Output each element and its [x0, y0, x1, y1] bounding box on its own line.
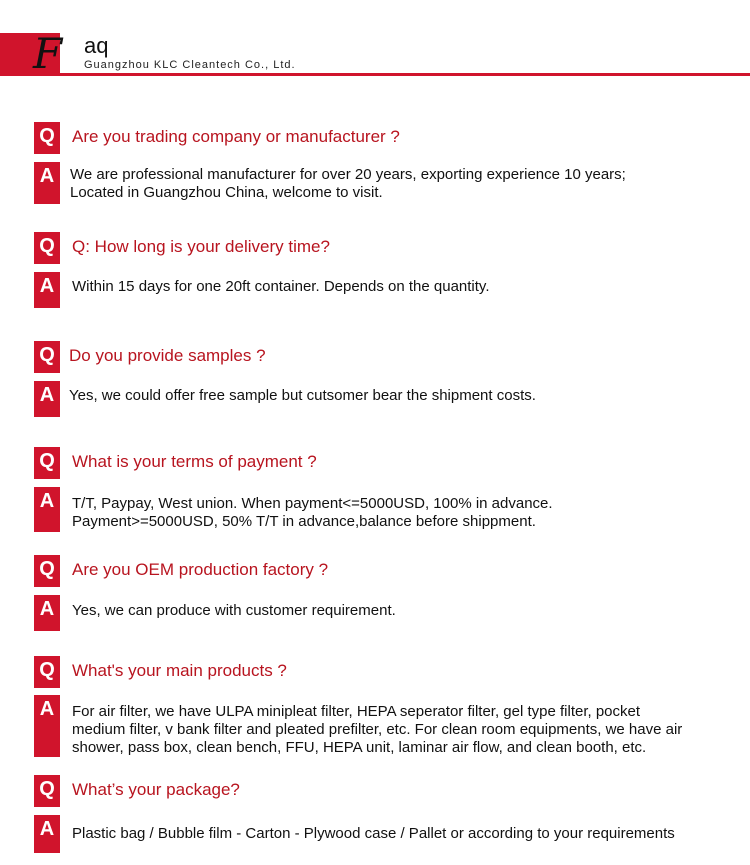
faq-answer-line: Within 15 days for one 20ft container. Depends on the quantity.: [72, 278, 490, 295]
company-name: Guangzhou KLC Cleantech Co., Ltd.: [84, 59, 296, 71]
q-badge: Q: [34, 656, 60, 688]
faq-question: Do you provide samples ?: [69, 346, 266, 365]
faq-answer-line: Located in Guangzhou China, welcome to visit.: [70, 184, 383, 201]
faq-question: What’s your package?: [72, 780, 240, 799]
a-badge: A: [34, 595, 60, 631]
a-badge: A: [34, 162, 60, 204]
faq-question: Are you trading company or manufacturer ?: [72, 127, 400, 146]
a-badge: A: [34, 487, 60, 532]
faq-question: What is your terms of payment ?: [72, 452, 317, 471]
q-badge: Q: [34, 341, 60, 373]
q-badge: Q: [34, 555, 60, 587]
a-badge: A: [34, 815, 60, 853]
faq-question: Are you OEM production factory ?: [72, 560, 329, 579]
faq-answer-line: medium filter, v bank filter and pleated prefilter, etc. For clean room equipments, we have air: [72, 721, 683, 738]
logo-letter: F: [33, 29, 63, 78]
faq-answer-line: T/T, Paypay, West union. When payment<=5000USD, 100% in advance.: [72, 495, 553, 512]
q-badge: Q: [34, 775, 60, 807]
faq-answer-line: For air filter, we have ULPA minipleat filter, HEPA seperator filter, gel type filter, pocket: [72, 703, 641, 720]
q-badge: Q: [34, 447, 60, 479]
faq-answer-line: Payment>=5000USD, 50% T/T in advance,balance before shippment.: [72, 513, 536, 530]
faq-answer-line: We are professional manufacturer for over 20 years, exporting experience 10 years;: [70, 166, 626, 183]
a-badge: A: [34, 695, 60, 757]
a-badge: A: [34, 381, 60, 417]
faq-answer-line: Plastic bag / Bubble film - Carton - Plywood case / Pallet or according to your requirements: [72, 825, 675, 842]
header-divider: [60, 73, 750, 76]
faq-answer-line: shower, pass box, clean bench, FFU, HEPA unit, laminar air flow, and clean booth, etc.: [72, 739, 647, 756]
faq-question: Q: How long is your delivery time?: [72, 237, 330, 256]
faq-question: What's your main products ?: [72, 661, 287, 680]
page-title: aq: [84, 33, 109, 58]
q-badge: Q: [34, 122, 60, 154]
q-badge: Q: [34, 232, 60, 264]
a-badge: A: [34, 272, 60, 308]
faq-answer-line: Yes, we can produce with customer requirement.: [72, 602, 396, 619]
faq-answer-line: Yes, we could offer free sample but cutsomer bear the shipment costs.: [69, 387, 536, 404]
